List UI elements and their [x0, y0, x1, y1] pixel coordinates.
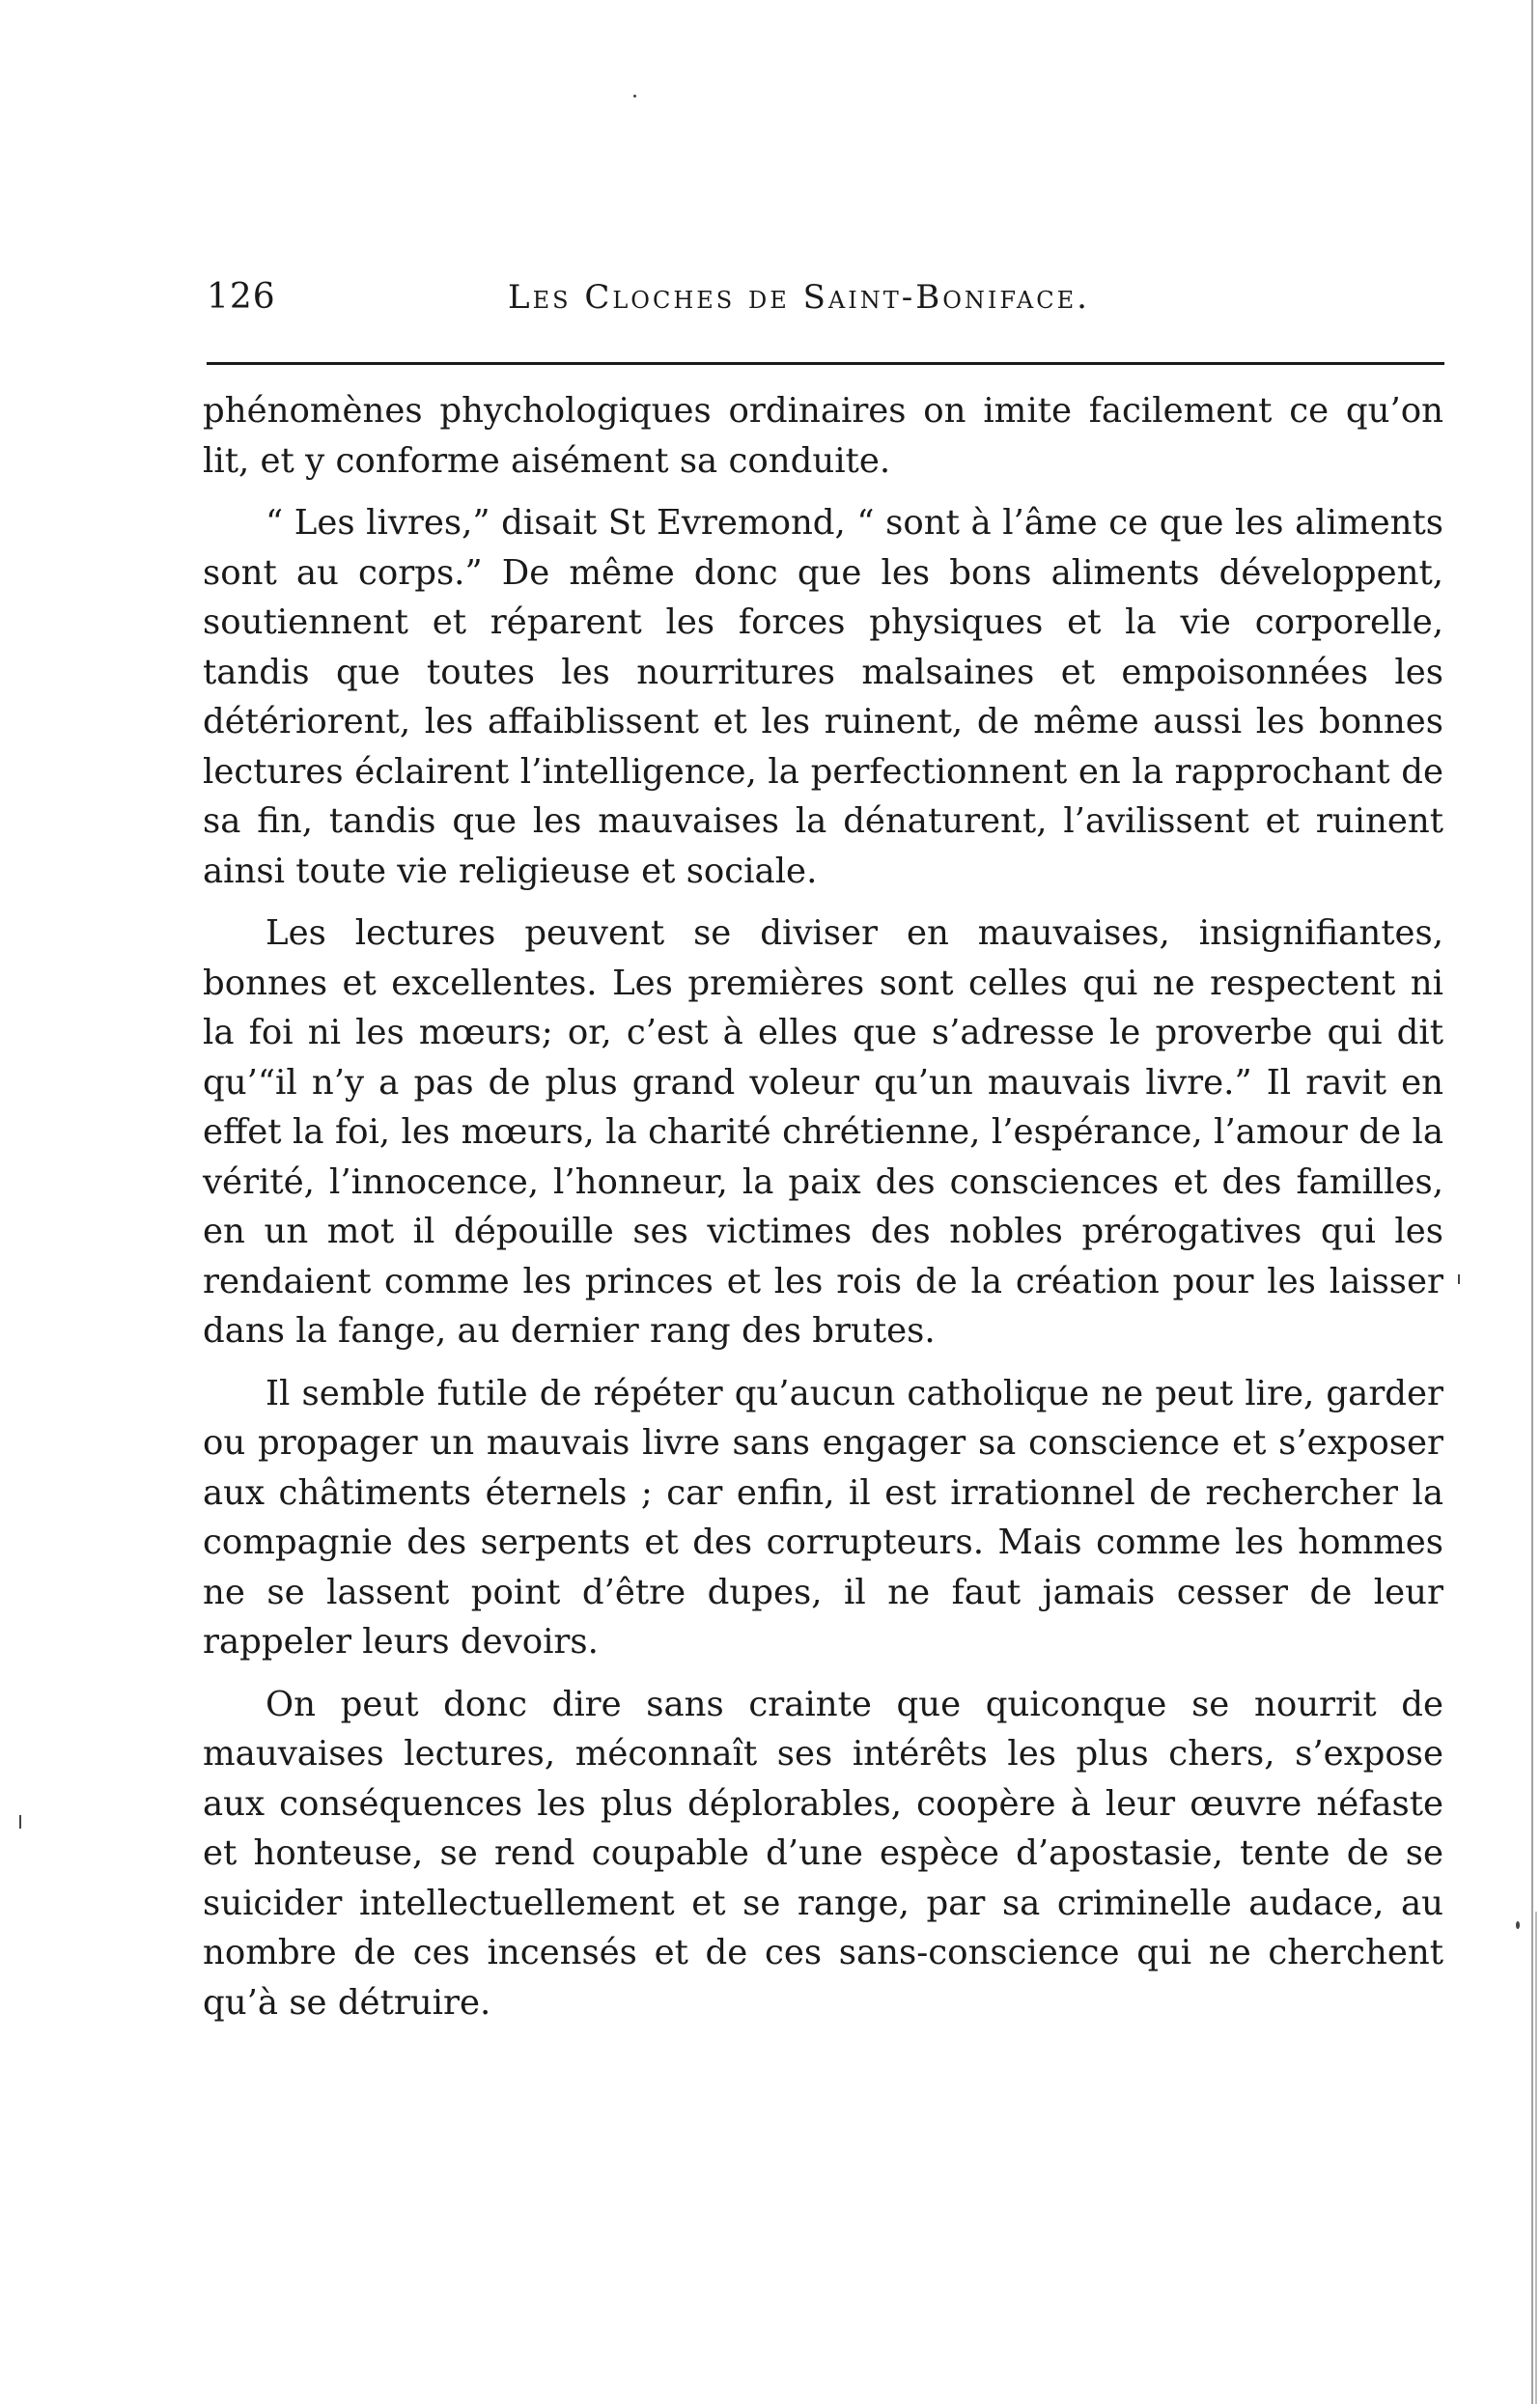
scan-speck	[19, 1815, 21, 1829]
paragraph: “ Les livres,” disait St Evremond, “ sont à l’âme ce que les aliments sont au corps.” De même donc que les bons aliments développent, soutiennent et réparent les forces physiques et la vie corporelle, tandis que toutes les nourritures malsaines et empoisonnées les détériorent, les affaiblissent et les ruinent, de même aussi les bonnes lectures éclairent l’intelligence, la perfectionnent en la rapprochant de sa fin, tandis que les mauvaises la dénaturent, l’avilissent et ruinent ainsi toute vie religieuse et sociale.	[203, 503, 1443, 891]
running-title: Les Cloches de Saint-Boniface.	[508, 278, 1090, 317]
scan-speck	[1516, 1921, 1520, 1929]
scan-speck	[1458, 1274, 1460, 1284]
paragraph: On peut donc dire sans crainte que quiconque se nourrit de mauvaises lectures, méconnaît ses intérêts les plus chers, s’expose aux conséquences les plus déplorables, coopère à leur œuvre néfaste et honteuse, se rend coupable d’une espèce d’apostasie, tente de se suicider intellectuellement et se range, par sa criminelle audace, au nombre de ces incensés et de ces sans-conscience qui ne cherchent qu’à se détruire.	[203, 1684, 1443, 2023]
scan-edge-line	[1535, 1912, 1537, 2404]
page-number: 126	[207, 277, 276, 317]
header-rule	[207, 362, 1444, 365]
scan-edge-line	[1531, 0, 1533, 2404]
page-header	[207, 268, 1442, 326]
scan-speck	[633, 95, 636, 98]
body-text	[203, 386, 1443, 2040]
paragraph-continued: phénomènes phychologiques ordinaires on imite facilement ce qu’on lit, et y conforme aisément sa conduite.	[203, 391, 1443, 481]
paragraph: Il semble futile de répéter qu’aucun catholique ne peut lire, garder ou propager un mauvais livre sans engager sa conscience et s’exposer aux châtiments éternels ; car enfin, il est irrationnel de rechercher la compagnie des serpents et des corrupteurs. Mais comme les hommes ne se lassent point d’être dupes, il ne faut jamais cesser de leur rappeler leurs devoirs.	[203, 1373, 1443, 1662]
paragraph: Les lectures peuvent se diviser en mauvaises, insignifiantes, bonnes et excellentes. Les premières sont celles qui ne respectent ni la foi ni les mœurs; or, c’est à elles que s’adresse le proverbe qui dit qu’“il n’y a pas de plus grand voleur qu’un mauvais livre.” Il ravit en effet la foi, les mœurs, la charité chrétienne, l’espérance, l’amour de la vérité, l’innocence, l’honneur, la paix des consciences et des familles, en un mot il dépouille ses victimes des nobles prérogatives qui les rendaient comme les princes et les rois de la création pour les laisser dans la fange, au dernier rang des brutes.	[203, 913, 1443, 1351]
